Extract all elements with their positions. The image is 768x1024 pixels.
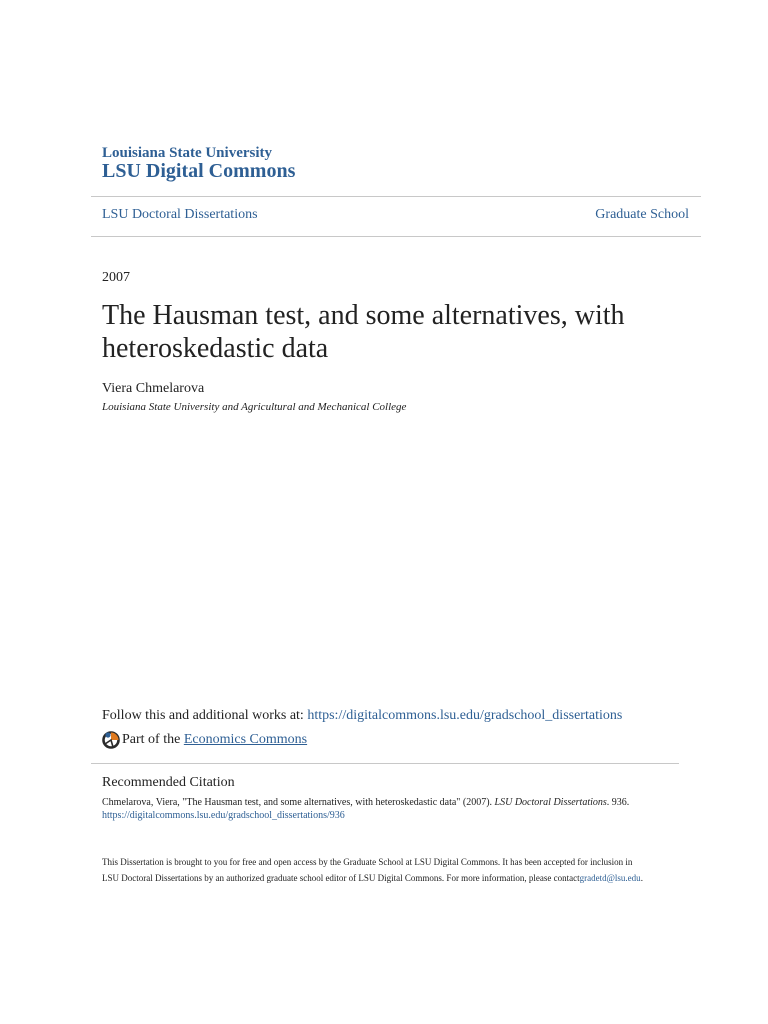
- partof-line: [102, 731, 307, 749]
- access-notice-text: LSU Doctoral Dissertations by an authorized graduate school editor of LSU Digital Commons. For more information, please contact: [102, 873, 580, 883]
- citation-number: . 936.: [606, 797, 630, 808]
- divider-nav: [91, 236, 701, 237]
- author-name: Viera Chmelarova: [102, 381, 205, 396]
- institution-name: Louisiana State University: [102, 145, 273, 161]
- author-affiliation: Louisiana State University and Agricultural and Mechanical College: [102, 401, 407, 413]
- repository-name: LSU Digital Commons: [102, 160, 296, 182]
- access-notice-line-2: [102, 873, 643, 883]
- follow-line: [102, 708, 622, 724]
- divider-citation: [91, 763, 679, 764]
- citation-body: Chmelarova, Viera, "The Hausman test, and some alternatives, with heteroskedastic data" (2007).: [102, 797, 495, 808]
- divider-top: [91, 196, 701, 197]
- follow-url-link[interactable]: https://digitalcommons.lsu.edu/gradschool_dissertations: [307, 708, 623, 723]
- collection-link[interactable]: LSU Doctoral Dissertations: [102, 207, 258, 222]
- bepress-commons-icon: [102, 731, 120, 749]
- access-notice-end: .: [640, 873, 643, 883]
- dissertation-title: The Hausman test, and some alternatives, with heteroskedastic data: [102, 300, 625, 364]
- graduate-school-link[interactable]: Graduate School: [595, 207, 689, 222]
- citation-series: LSU Doctoral Dissertations: [494, 797, 607, 808]
- economics-commons-link[interactable]: Economics Commons: [183, 732, 308, 747]
- partof-label: Part of the: [122, 732, 181, 747]
- citation-url-link[interactable]: https://digitalcommons.lsu.edu/gradschool_dissertations/936: [102, 810, 345, 821]
- contact-email-link[interactable]: gradetd@lsu.edu: [579, 873, 641, 883]
- follow-label: Follow this and additional works at:: [102, 708, 308, 723]
- access-notice-line-1: This Dissertation is brought to you for free and open access by the Graduate School at LSU Digital Commons. It has been accepted for inclusion in: [102, 857, 633, 867]
- citation-heading: Recommended Citation: [102, 775, 235, 790]
- publication-year: 2007: [102, 270, 130, 285]
- citation-text: [102, 797, 629, 808]
